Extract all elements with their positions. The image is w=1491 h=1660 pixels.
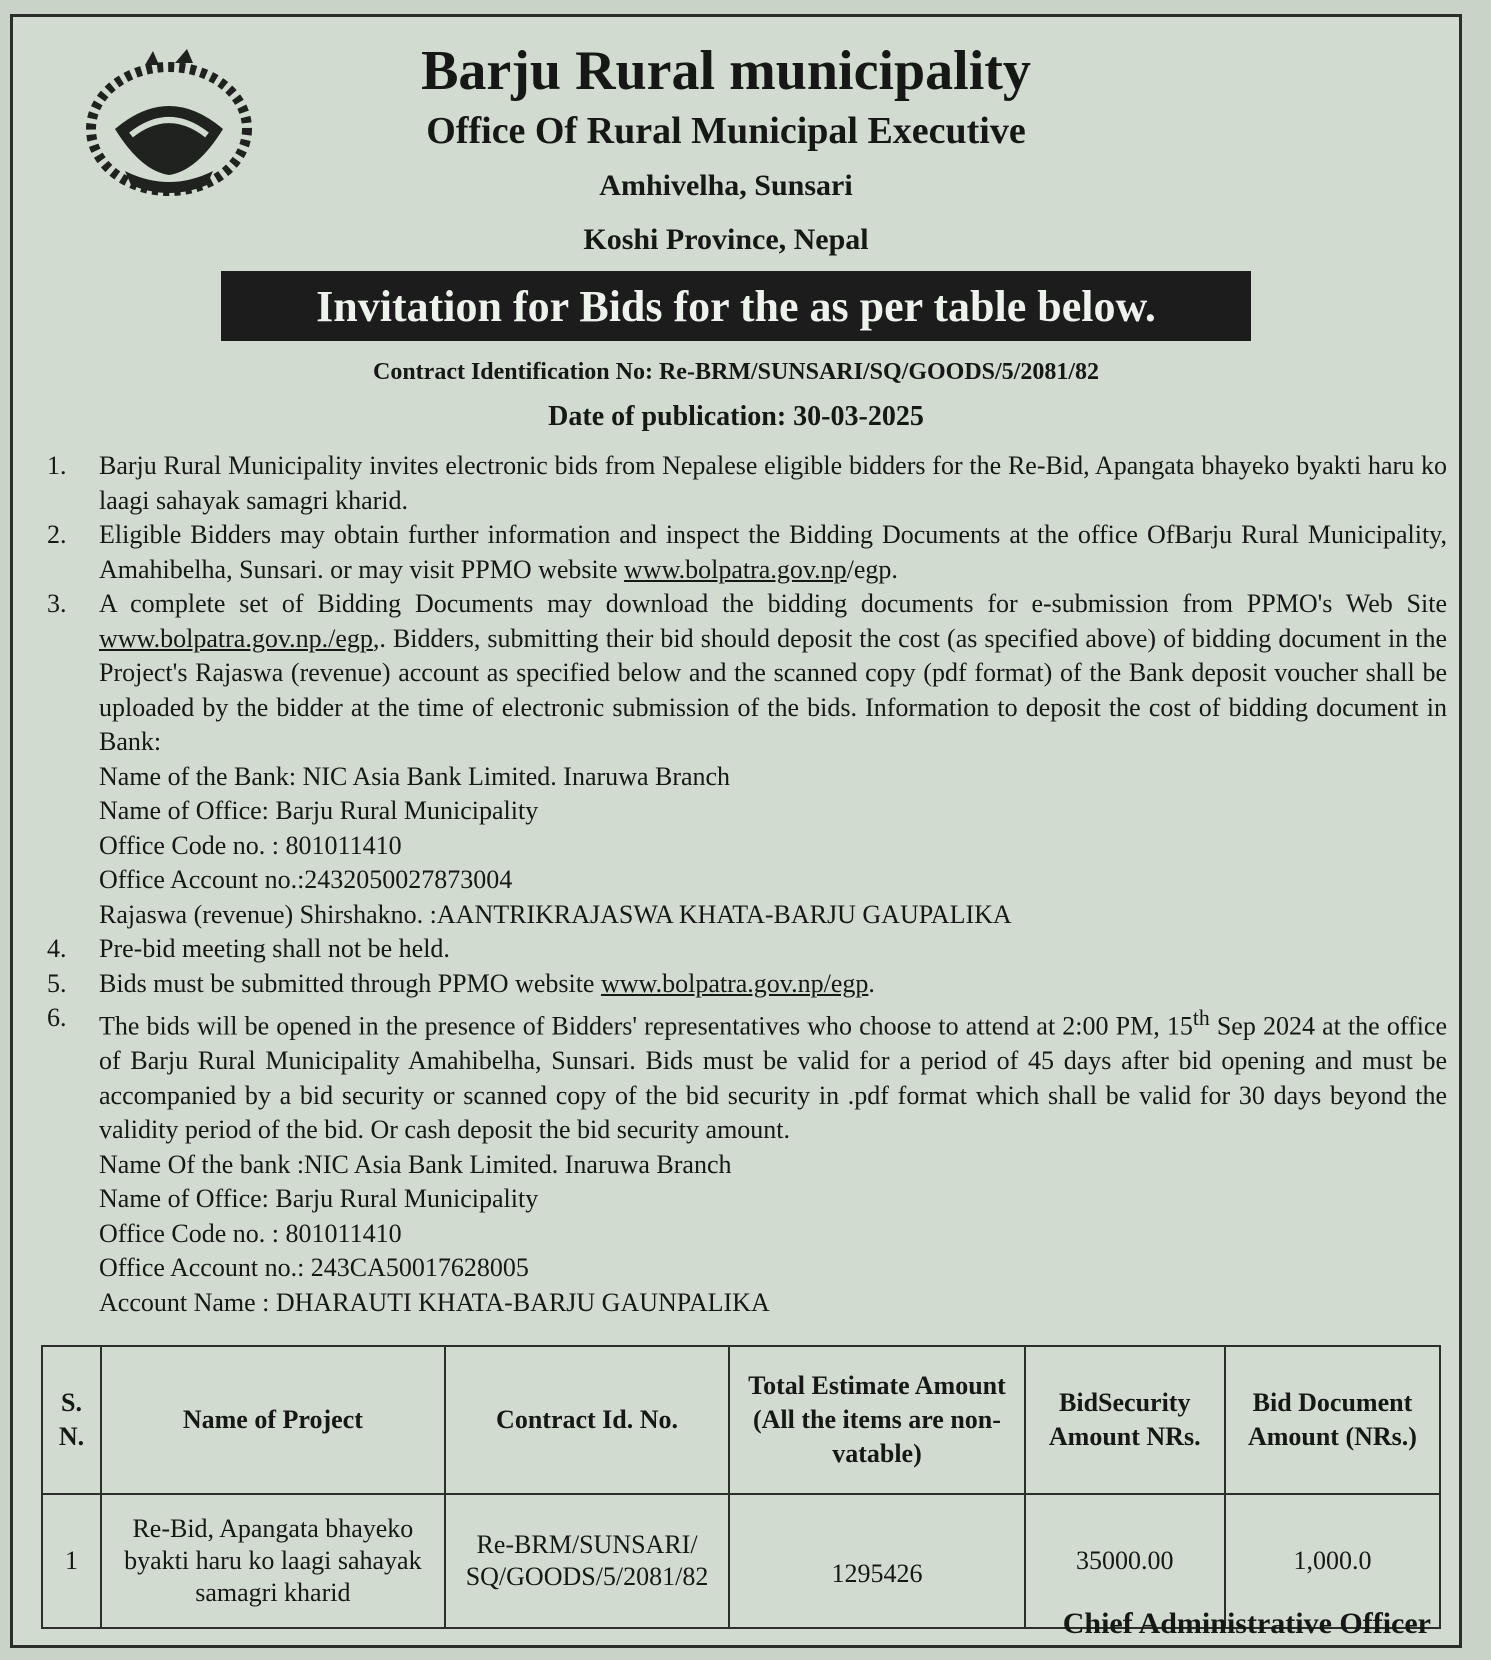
item-text-part: The bids will be opened in the presence of Bidders' representatives who choose to attend at 2:00 PM, 15	[99, 1011, 1193, 1041]
item-text-part: A complete set of Bidding Documents may download the bidding documents for e-submission from PPMO's Web Site	[99, 589, 1447, 618]
contract-identification: Contract Identification No: Re-BRM/SUNSARI/SQ/GOODS/5/2081/82	[373, 359, 1099, 385]
table-header-row	[42, 1346, 1440, 1494]
office-name-line: Name of Office: Barju Rural Municipality	[99, 1184, 539, 1214]
cell-security: 35000.00	[1025, 1494, 1225, 1628]
item-text	[99, 1001, 1447, 1148]
office-account-line: Office Account no.: 243CA50017628005	[99, 1253, 529, 1283]
signature-title: Chief Administrative Officer	[1062, 1607, 1431, 1640]
item-number: 2.	[47, 520, 67, 549]
cell-contract: Re-BRM/SUNSARI/ SQ/GOODS/5/2081/82	[445, 1494, 730, 1628]
col-contract: Contract Id. No.	[445, 1346, 730, 1494]
col-project: Name of Project	[101, 1346, 445, 1494]
item-text-part: .	[868, 968, 875, 998]
item-text	[99, 518, 1447, 587]
office-code-line: Office Code no. : 801011410	[99, 1218, 402, 1248]
office-code-line: Office Code no. : 801011410	[99, 830, 402, 860]
item-text	[99, 967, 1447, 1002]
notice-banner: Invitation for Bids for the as per table below.	[221, 271, 1251, 341]
list-item	[37, 449, 1447, 518]
office-address: Amhivelha, Sunsari	[599, 169, 853, 202]
account-name-line: Account Name : DHARAUTI KHATA-BARJU GAUNPALIKA	[99, 1287, 770, 1317]
item-text-part: /egp.	[846, 554, 898, 584]
item-text-part: Bids must be submitted through PPMO website	[99, 968, 601, 998]
ppmo-link[interactable]: www.bolpatra.gov.np./egp	[99, 623, 373, 653]
list-item	[37, 587, 1447, 760]
col-security: BidSecurity Amount NRs.	[1025, 1346, 1225, 1494]
item-text: Barju Rural Municipality invites electronic bids from Nepalese eligible bidders for the Re-Bid, Apangata bhayeko byakti haru ko laagi sahayak samagri kharid.	[99, 451, 1447, 515]
ppmo-link[interactable]: www.bolpatra.gov.np	[624, 554, 847, 584]
item-text-part: ,. Bidders, submitting their bid should deposit the cost (as specified above) of bidding document in the Project's Rajaswa (revenue) account as specified below and the scanned copy (pdf format) of the Bank deposit voucher shall be uploaded by the bidder at the time of electronic submission of the bids. Information to deposit the cost of bidding document in Bank:	[99, 623, 1447, 756]
item-number: 1.	[47, 451, 67, 480]
office-province: Koshi Province, Nepal	[583, 223, 869, 256]
bank-name: Name of the Bank: NIC Asia Bank Limited. Inaruwa Branch	[99, 761, 731, 791]
notice-page	[10, 14, 1462, 1648]
cell-project: Re-Bid, Apangata bhayeko byakti haru ko laagi sahayak samagri kharid	[101, 1494, 445, 1628]
item-number: 5.	[47, 968, 67, 998]
office-account-line: Office Account no.:2432050027873004	[99, 865, 513, 894]
bank-name: Name Of the bank :NIC Asia Bank Limited. Inaruwa Branch	[99, 1149, 732, 1179]
rajaswa-line: Rajaswa (revenue) Shirshakno. :AANTRIKRAJASWA KHATA-BARJU GAUPALIKA	[99, 899, 1012, 929]
publication-date: Date of publication: 30-03-2025	[548, 401, 924, 432]
item-text: Pre-bid meeting shall not be held.	[99, 934, 450, 963]
item-text	[99, 587, 1447, 760]
item-number: 6.	[47, 1003, 67, 1032]
col-sn: S. N.	[42, 1346, 101, 1494]
item-number: 3.	[47, 589, 67, 618]
list-item	[37, 518, 1447, 587]
bids-table	[41, 1345, 1441, 1629]
item-number: 4.	[47, 934, 67, 963]
cell-estimate: 1295426	[729, 1494, 1024, 1628]
list-item	[37, 1001, 1447, 1148]
notice-body	[37, 449, 1447, 1320]
cell-doc: 1,000.0	[1225, 1494, 1440, 1628]
ordinal-suffix: th	[1192, 1006, 1210, 1030]
list-item	[37, 967, 1447, 1002]
item-text-part: Eligible Bidders may obtain further information and inspect the Bidding Documents at the office OfBarju Rural Municipality, Amahibelha, Sunsari. or may visit PPMO website	[99, 520, 1447, 584]
col-estimate: Total Estimate Amount (All the items are non-vatable)	[729, 1346, 1024, 1494]
col-doc: Bid Document Amount (NRs.)	[1225, 1346, 1440, 1494]
office-name: Office Of Rural Municipal Executive	[426, 110, 1026, 152]
office-name-line: Name of Office: Barju Rural Municipality	[99, 796, 539, 825]
cell-sn: 1	[42, 1494, 101, 1628]
list-item	[37, 932, 1447, 967]
ppmo-link[interactable]: www.bolpatra.gov.np/egp	[600, 968, 869, 998]
municipality-name: Barju Rural municipality	[421, 40, 1031, 102]
item-text-part: Sep 2024 at the office of Barju Rural Municipality Amahibelha, Sunsari. Bids must be valid for a period of 45 days after bid opening and must be accompanied by a bid security or scanned copy of the bid security in .pdf format which shall be valid for 30 days beyond the validity period of the bid. Or cash deposit the bid security amount.	[99, 1011, 1447, 1145]
